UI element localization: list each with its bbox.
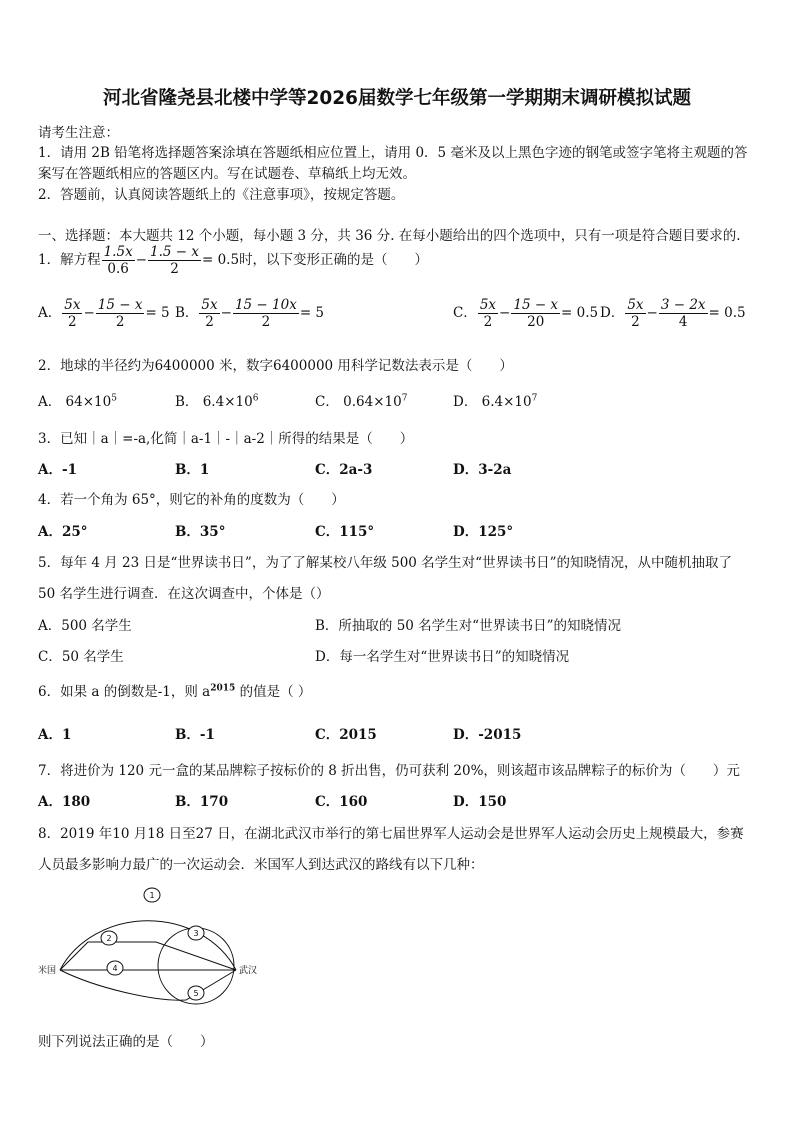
q2-b-base: 6.4×10 (202, 394, 253, 410)
question-5-cont: 50 名学生进行调查．在这次调查中，个体是（） (38, 586, 330, 602)
q6-option-d: D．-2015 (453, 727, 522, 743)
q1-b-frac-1 (199, 297, 219, 330)
q1-a-rhs: = 5 (145, 305, 170, 321)
q2-c-base: 0.64×10 (343, 394, 402, 410)
question-8-cont: 人员最多影响力最广的一次运动会．米国军人到达武汉的路线有以下几种： (38, 857, 484, 873)
q1-option-d: D． $\frac{5x}{2}$ − $\frac{3 - 2x}{4}$ = 0.5 (600, 297, 746, 330)
origin-label: 米国 (38, 966, 57, 976)
q1-a-d2: 2 (115, 314, 125, 330)
q6-stem-suffix: 的值是（ ） (235, 684, 312, 700)
q2-a-base: 64×10 (65, 394, 112, 410)
q7-option-a: A．180 (38, 794, 91, 810)
route-3-label: 3 (193, 929, 199, 938)
question-1: 1．解方程 $\frac{1.5x}{0.6}$ − $\frac{1.5 - x}{2}$ = 0.5时，以下变形正确的是（ ） (38, 244, 429, 277)
q1-c-d1: 2 (483, 314, 493, 330)
q6-stem-prefix: 6．如果 a 的倒数是-1，则 a (38, 684, 211, 700)
q5-option-a: A．500 名学生 (38, 618, 132, 634)
q2-option-b (175, 390, 258, 410)
q2-option-a (38, 390, 117, 410)
q2-d-exp: 7 (531, 393, 538, 404)
q1-a-frac-1 (62, 297, 82, 330)
q3-option-d: D．3-2a (453, 462, 512, 478)
destination-label: 武汉 (239, 966, 258, 976)
q3-option-c: C．2a-3 (315, 462, 373, 478)
q1-a-label: A． (38, 305, 62, 321)
q1-a-d1: 2 (68, 314, 77, 330)
q4-option-b: B．35° (175, 524, 226, 540)
q3-option-a: A．-1 (38, 462, 77, 478)
route-1-label: 1 (149, 891, 155, 900)
q7-option-b: B．170 (175, 794, 229, 810)
q1-b-rhs: = 5 (299, 305, 325, 321)
q7-option-d: D．150 (453, 794, 507, 810)
q1-b-n1: 5x (201, 297, 218, 313)
question-6 (38, 680, 311, 700)
q1-d-d1: 2 (631, 314, 640, 330)
q1-frac-1-den: 0.6 (107, 261, 129, 277)
q2-a-label: A． (38, 394, 62, 410)
q1-b-label: B． (175, 305, 199, 321)
q1-suffix: 时，以下变形正确的是（ ） (239, 252, 429, 268)
q2-d-base: 6.4×10 (481, 394, 532, 410)
q1-option-b: B． $\frac{5x}{2}$ − $\frac{15 - 10x}{2}$ = 5 (175, 297, 325, 330)
q2-option-c (315, 390, 407, 410)
q1-frac-2 (148, 244, 201, 277)
q2-c-label: C． (315, 394, 339, 410)
q2-a-exp: 5 (111, 393, 117, 404)
q1-option-a: A． $\frac{5x}{2}$ − $\frac{15 - x}{2}$ = 5 (38, 297, 170, 330)
q1-c-frac-1 (478, 297, 498, 330)
q2-c-exp: 7 (401, 393, 408, 404)
route-2-label: 2 (106, 934, 112, 943)
notice-header: 请考生注意： (38, 125, 119, 141)
notice-item-1: 1．请用 2B 铅笔将选择题答案涂填在答题纸相应位置上，请用 0．5 毫米及以上黑色字迹的钢笔或签字笔将主观题的答 (38, 145, 748, 161)
q3-option-b: B．1 (175, 462, 210, 478)
notice-item-1-cont: 案写在答题纸相应的答题区内。写在试题卷、草稿纸上均无效。 (38, 166, 416, 182)
question-2: 2．地球的半径约为6400000 米，数字6400000 用科学记数法表示是（ ） (38, 358, 513, 374)
question-5: 5．每年 4 月 23 日是“世界读书日”，为了了解某校八年级 500 名学生对“世界读书日”的知晓情况，从中随机抽取了 (38, 555, 732, 571)
q2-b-label: B． (175, 394, 199, 410)
q1-c-rhs: = 0.5 (561, 305, 599, 321)
notice-item-2: 2．答题前，认真阅读答题纸上的《注意事项》，按规定答题。 (38, 187, 405, 203)
q1-option-c: C． $\frac{5x}{2}$ − $\frac{15 - x}{20}$ = 0.5 (453, 297, 599, 330)
route-diagram (36, 880, 276, 1020)
q1-d-rhs: = 0.5 (708, 305, 746, 321)
route-5-path (60, 970, 236, 1000)
q5-option-d: D．每一名学生对“世界读书日”的知晓情况 (315, 649, 570, 665)
route-4-label: 4 (112, 964, 118, 973)
q1-frac-1 (102, 244, 135, 277)
q1-frac-1-num: 1.5x (103, 244, 133, 260)
q1-d-frac-2 (659, 297, 708, 330)
q1-d-d2: 4 (678, 314, 688, 330)
question-4: 4．若一个角为 65°，则它的补角的度数为（ ） (38, 492, 345, 508)
question-8-prompt: 则下列说法正确的是（ ） (38, 1034, 214, 1050)
q1-d-n1: 5x (627, 297, 644, 313)
q1-b-n2: 15 − 10x (234, 297, 297, 313)
q1-b-d1: 2 (205, 314, 214, 330)
q1-a-n1: 5x (64, 297, 81, 313)
q1-prefix: 1．解方程 (38, 252, 101, 268)
q1-c-d2: 20 (527, 314, 545, 330)
q1-d-label: D． (600, 305, 625, 321)
question-7: 7．将进价为 120 元一盒的某品牌粽子按标价的 8 折出售，仍可获利 20%，则该超市该品牌粽子的标价为（ ）元 (38, 763, 740, 779)
q1-a-n2: 15 − x (97, 297, 143, 313)
q1-d-frac-1 (625, 297, 645, 330)
q1-c-n1: 5x (479, 297, 497, 313)
q5-option-c: C．50 名学生 (38, 649, 124, 665)
route-5-label: 5 (193, 989, 199, 998)
q1-c-label: C． (453, 305, 477, 321)
q1-b-d2: 2 (261, 314, 271, 330)
q4-option-a: A．25° (38, 524, 88, 540)
q7-option-c: C．160 (315, 794, 368, 810)
q1-b-frac-2 (233, 297, 299, 330)
q1-rhs: = 0.5 (201, 252, 240, 268)
page-title: 河北省隆尧县北楼中学等2026届数学七年级第一学期期末调研模拟试题 (103, 88, 691, 109)
q2-d-label: D． (453, 394, 478, 410)
q5-option-b: B．所抽取的 50 名学生对“世界读书日”的知晓情况 (315, 618, 621, 634)
question-8: 8．2019 年10 月18 日至27 日，在湖北武汉市举行的第七届世界军人运动会是世界军人运动会历史上规模最大，参赛 (38, 826, 744, 842)
q6-stem-exp: 2015 (210, 683, 236, 694)
q1-frac-2-den: 2 (170, 261, 179, 277)
q6-option-c: C．2015 (315, 727, 377, 743)
route-1-path (60, 921, 236, 970)
route-2-path (60, 942, 236, 970)
q6-option-a: A．1 (38, 727, 72, 743)
q1-c-frac-2 (511, 297, 560, 330)
q4-option-d: D．125° (453, 524, 514, 540)
q1-d-n2: 3 − 2x (660, 297, 706, 313)
q4-option-c: C．115° (315, 524, 375, 540)
section-heading: 一、选择题：本大题共 12 个小题，每小题 3 分，共 36 分. 在每小题给出的四个选项中，只有一项是符合题目要求的. (38, 228, 741, 244)
q2-b-exp: 6 (252, 393, 259, 404)
question-3: 3．已知｜a｜=-a,化简｜a-1｜-｜a-2｜所得的结果是（ ） (38, 431, 414, 447)
q2-option-d (453, 390, 537, 410)
q1-frac-2-num: 1.5 − x (150, 244, 199, 260)
q6-option-b: B．-1 (175, 727, 215, 743)
q1-a-frac-2 (96, 297, 145, 330)
q1-c-n2: 15 − x (513, 297, 559, 313)
